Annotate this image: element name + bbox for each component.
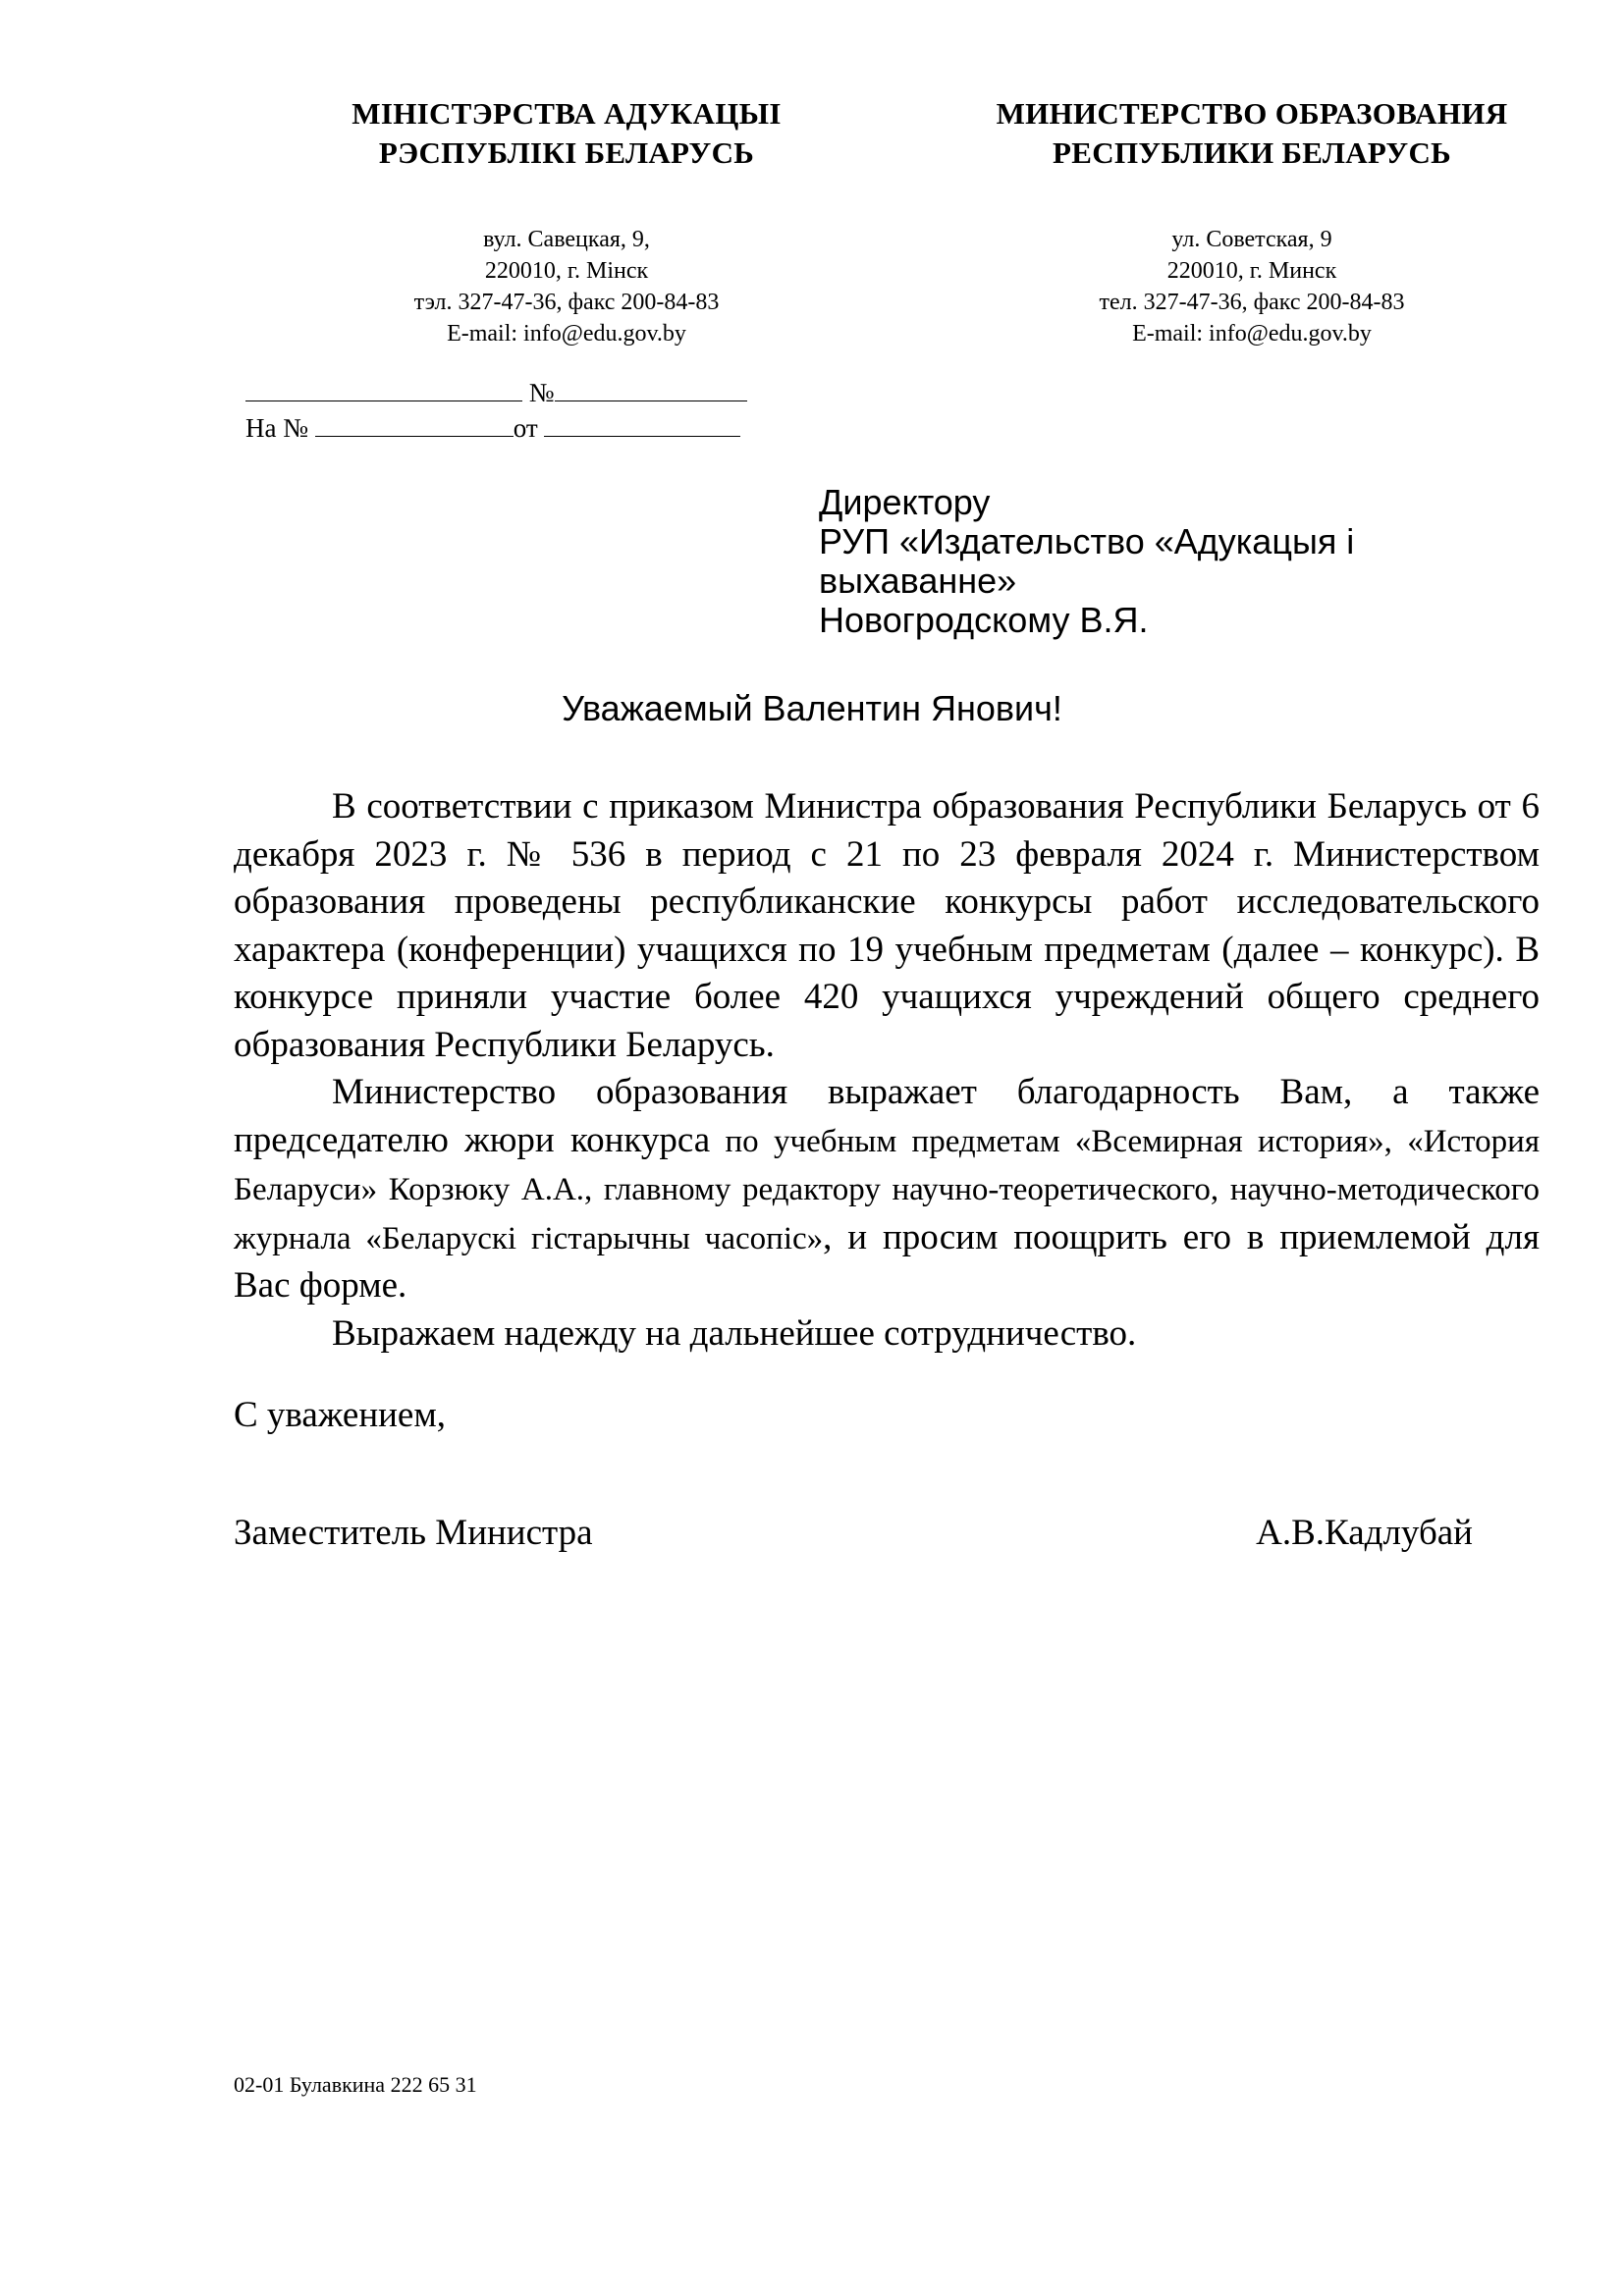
date-blank-line (245, 375, 522, 401)
org-address (247, 224, 886, 349)
paragraph-2-part-3: , и просим поощрить его в приемлемой для Вас форме. (234, 1216, 1540, 1306)
signer-name: А.В.Кадлубай (1256, 1513, 1473, 1553)
paragraph-2-part-2: по учебным предметам «Всемирная история», «История Беларуси» Корзюку А.А., главному редактору научно-теоретического, научно-методического журнала «Беларускі гістарычны часопіс» (234, 1123, 1540, 1256)
address-city: 220010, г. Мінск (484, 258, 649, 284)
org-name-line1: МИНИСТЕРСТВО ОБРАЗОВАНИЯ (996, 96, 1508, 131)
body-paragraph-3: Выражаем надежду на дальнейшее сотрудничество. (332, 1312, 1137, 1354)
address-email: E-mail: info@edu.gov.by (447, 321, 686, 347)
outgoing-number-row (245, 375, 747, 410)
reply-label: На № (245, 413, 308, 443)
letter-body (234, 783, 1540, 1358)
paragraph-2-part-1: Министерство образования выражает благодарность Вам, а также председателю жюри конкурса (234, 1072, 1540, 1160)
reply-date-blank-line (544, 410, 740, 437)
address-street: вул. Савецкая, 9, (483, 227, 650, 252)
header-left-belarusian (247, 94, 886, 349)
reply-number-row (245, 410, 747, 446)
header-right-russian (913, 94, 1591, 349)
org-name-line1: МІНІСТЭРСТВА АДУКАЦЫІ (352, 96, 782, 131)
body-paragraph-1: В соответствии с приказом Министра образования Республики Беларусь от 6 декабря 2023 г. № 536 в период с 21 по 23 февраля 2024 г. Министерством образования проведены республиканские конкурсы работ исследовательского характера (конференции) учащихся по 19 учебным предметам (далее – конкурс). В конкурсе приняли участие более 420 учащихся учреждений общего среднего образования Республики Беларусь. (234, 786, 1540, 1065)
reply-number-blank-line (315, 410, 514, 437)
address-city: 220010, г. Минск (1166, 258, 1337, 284)
address-street: ул. Советская, 9 (1171, 227, 1332, 252)
signer-position: Заместитель Министра (234, 1513, 593, 1553)
addressee-name: Новогродскому В.Я. (819, 600, 1149, 640)
number-label: № (528, 378, 555, 407)
number-blank-line (555, 375, 747, 401)
registration-block (245, 375, 747, 446)
executor-note: 02-01 Булавкина 222 65 31 (234, 2072, 477, 2097)
address-email: E-mail: info@edu.gov.by (1132, 321, 1372, 347)
address-phone: тэл. 327-47-36, факс 200-84-83 (413, 290, 720, 315)
addressee-block (819, 483, 1506, 640)
salutation: Уважаемый Валентин Янович! (562, 688, 1062, 728)
from-label: от (513, 413, 538, 443)
org-name-line2: РЭСПУБЛІКІ БЕЛАРУСЬ (378, 135, 755, 170)
addressee-org-cont: выхаванне» (819, 561, 1017, 601)
body-paragraph-2 (234, 1069, 1540, 1310)
closing: С уважением, (234, 1395, 447, 1435)
address-phone: тел. 327-47-36, факс 200-84-83 (1099, 290, 1405, 315)
addressee-title: Директору (819, 482, 991, 522)
addressee-org: РУП «Издательство «Адукацыя і (819, 521, 1355, 561)
org-address (913, 224, 1591, 349)
org-name-line2: РЕСПУБЛИКИ БЕЛАРУСЬ (1053, 135, 1451, 170)
